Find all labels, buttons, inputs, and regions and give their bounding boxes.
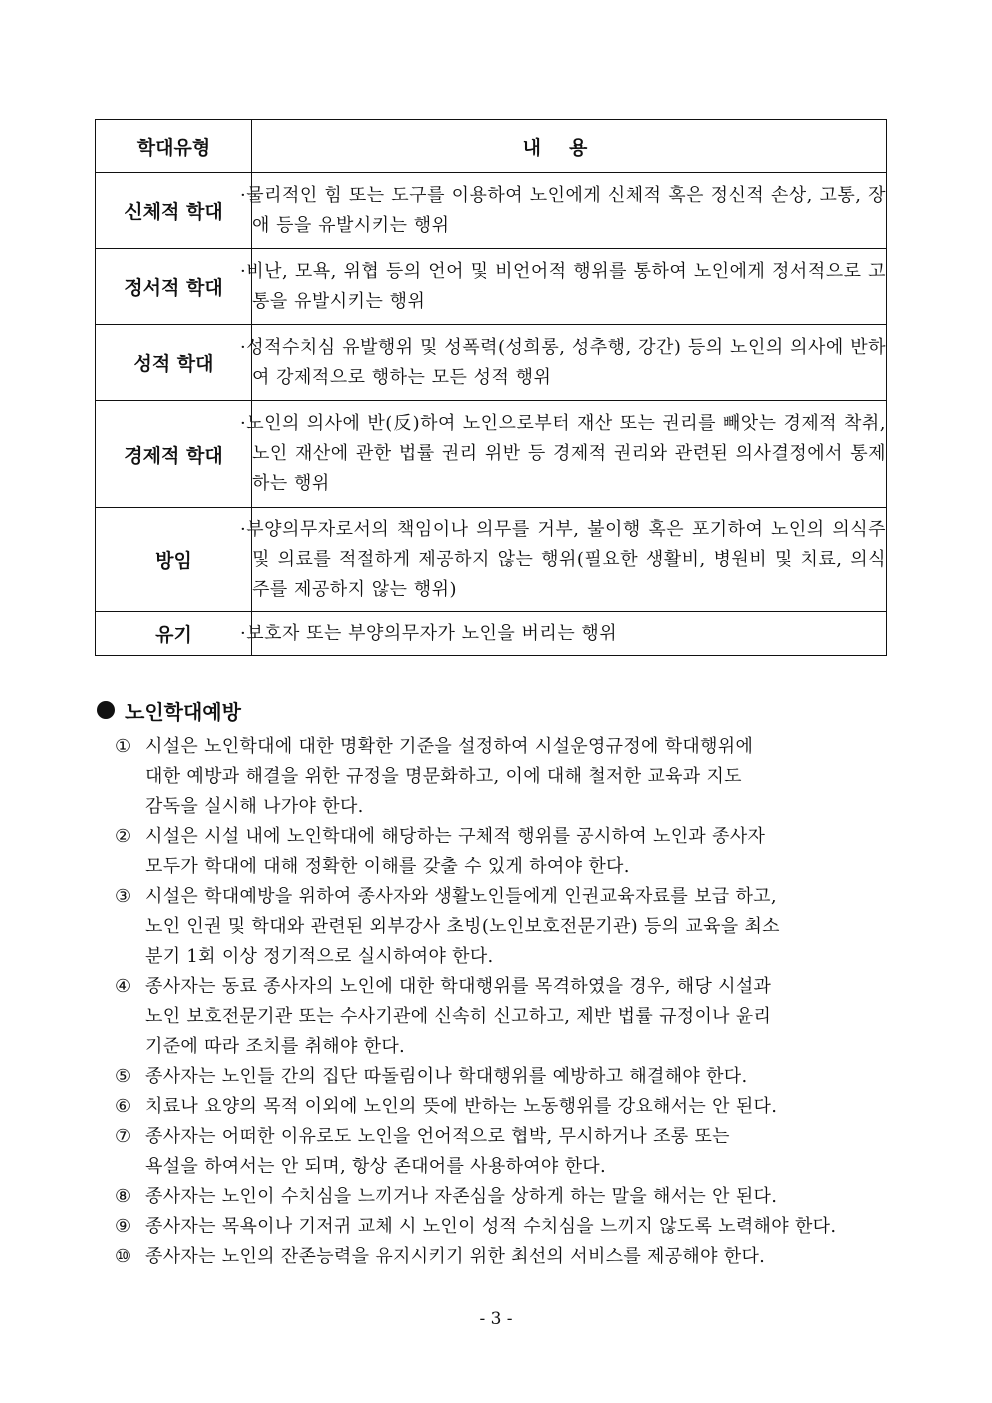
table-row	[96, 612, 887, 656]
list-item-number: ⑦	[115, 1126, 132, 1147]
list-item	[95, 732, 895, 822]
table-row	[96, 325, 887, 401]
list-item-line: 시설은 학대예방을 위하여 종사자와 생활노인들에게 인권교육자료를 보급 하고,	[145, 886, 777, 907]
section-title	[95, 694, 895, 726]
list-item-number: ⑥	[115, 1096, 132, 1117]
list-item-line: 종사자는 노인이 수치심을 느끼거나 자존심을 상하게 하는 말을 해서는 안 된다.	[145, 1186, 778, 1207]
page-number: - 3 -	[479, 1309, 513, 1329]
header-content	[252, 120, 887, 173]
list-item-number: ⑧	[115, 1186, 132, 1207]
abuse-content-physical: ·물리적인 힘 또는 도구를 이용하여 노인에게 신체적 혹은 정신적 손상, 고통, 장애 등을 유발시키는 행위	[252, 173, 887, 249]
list-item-line: 욕설을 하여서는 안 되며, 항상 존대어를 사용하여야 한다.	[145, 1156, 607, 1177]
list-item	[95, 822, 895, 882]
table-header-row	[96, 120, 887, 173]
list-item	[95, 1242, 895, 1272]
list-item-line: 종사자는 목욕이나 기저귀 교체 시 노인이 성적 수치심을 느끼지 않도록 노력해야 한다.	[145, 1216, 837, 1237]
list-item	[95, 1092, 895, 1122]
list-item	[95, 1182, 895, 1212]
list-item	[95, 972, 895, 1062]
header-content-label: 내용	[522, 136, 616, 159]
list-item-line: 노인 인권 및 학대와 관련된 외부강사 초빙(노인보호전문기관) 등의 교육을 최소	[145, 916, 780, 937]
abuse-type-sexual: 성적 학대	[96, 325, 252, 401]
list-item-line: 시설은 노인학대에 대한 명확한 기준을 설정하여 시설운영규정에 학대행위에	[145, 736, 754, 757]
list-item-line: 치료나 요양의 목적 이외에 노인의 뜻에 반하는 노동행위를 강요해서는 안 된다.	[145, 1096, 778, 1117]
list-item-line: 분기 1회 이상 정기적으로 실시하여야 한다.	[145, 946, 494, 967]
abuse-type-table	[95, 119, 887, 656]
prevention-list	[95, 732, 895, 1272]
list-item-line: 모두가 학대에 대해 정확한 이해를 갖출 수 있게 하여야 한다.	[145, 856, 630, 877]
table-row	[96, 249, 887, 325]
list-item	[95, 1212, 895, 1242]
list-item-number: ⑤	[115, 1066, 132, 1087]
list-item-number: ②	[115, 826, 132, 847]
abuse-type-neglect: 방임	[96, 508, 252, 612]
table-row	[96, 508, 887, 612]
abuse-type-emotional: 정서적 학대	[96, 249, 252, 325]
list-item-line: 시설은 시설 내에 노인학대에 해당하는 구체적 행위를 공시하여 노인과 종사자	[145, 826, 766, 847]
table-row	[96, 173, 887, 249]
list-item-number: ⑨	[115, 1216, 132, 1237]
abuse-type-abandonment: 유기	[96, 612, 252, 656]
abuse-content-neglect: ·부양의무자로서의 책임이나 의무를 거부, 불이행 혹은 포기하여 노인의 의식주 및 의료를 적절하게 제공하지 않는 행위(필요한 생활비, 병원비 및 치료, 의식주를 제공하지 않는 행위)	[252, 508, 887, 612]
abuse-type-physical: 신체적 학대	[96, 173, 252, 249]
list-item-number: ④	[115, 976, 132, 997]
list-item-line: 종사자는 노인들 간의 집단 따돌림이나 학대행위를 예방하고 해결해야 한다.	[145, 1066, 748, 1087]
table-row	[96, 401, 887, 508]
list-item	[95, 1122, 895, 1182]
list-item-number: ③	[115, 886, 132, 907]
list-item-line: 종사자는 동료 종사자의 노인에 대한 학대행위를 목격하였을 경우, 해당 시설과	[145, 976, 772, 997]
list-item	[95, 882, 895, 972]
list-item-line: 기준에 따라 조치를 취해야 한다.	[145, 1036, 406, 1057]
header-type: 학대유형	[96, 120, 252, 173]
abuse-content-emotional: ·비난, 모욕, 위협 등의 언어 및 비언어적 행위를 통하여 노인에게 정서적으로 고통을 유발시키는 행위	[252, 249, 887, 325]
list-item-number: ⑩	[115, 1246, 132, 1267]
list-item	[95, 1062, 895, 1092]
bullet-circle-icon	[97, 701, 115, 719]
prevention-section	[95, 694, 895, 1272]
list-item-line: 종사자는 노인의 잔존능력을 유지시키기 위한 최선의 서비스를 제공해야 한다.	[145, 1246, 766, 1267]
list-item-line: 종사자는 어떠한 이유로도 노인을 언어적으로 협박, 무시하거나 조롱 또는	[145, 1126, 730, 1147]
abuse-content-abandonment: ·보호자 또는 부양의무자가 노인을 버리는 행위	[252, 612, 887, 656]
list-item-line: 노인 보호전문기관 또는 수사기관에 신속히 신고하고, 제반 법률 규정이나 윤리	[145, 1006, 772, 1027]
abuse-content-sexual: ·성적수치심 유발행위 및 성폭력(성희롱, 성추행, 강간) 등의 노인의 의사에 반하여 강제적으로 행하는 모든 성적 행위	[252, 325, 887, 401]
abuse-type-economic: 경제적 학대	[96, 401, 252, 508]
section-title-text: 노인학대예방	[125, 699, 241, 724]
list-item-line: 감독을 실시해 나가야 한다.	[145, 796, 364, 817]
list-item-number: ①	[115, 736, 132, 757]
list-item-line: 대한 예방과 해결을 위한 규정을 명문화하고, 이에 대해 철저한 교육과 지도	[145, 766, 742, 787]
abuse-content-economic: ·노인의 의사에 반(反)하여 노인으로부터 재산 또는 권리를 빼앗는 경제적 착취, 노인 재산에 관한 법률 권리 위반 등 경제적 권리와 관련된 의사결정에서 통제하는 행위	[252, 401, 887, 508]
